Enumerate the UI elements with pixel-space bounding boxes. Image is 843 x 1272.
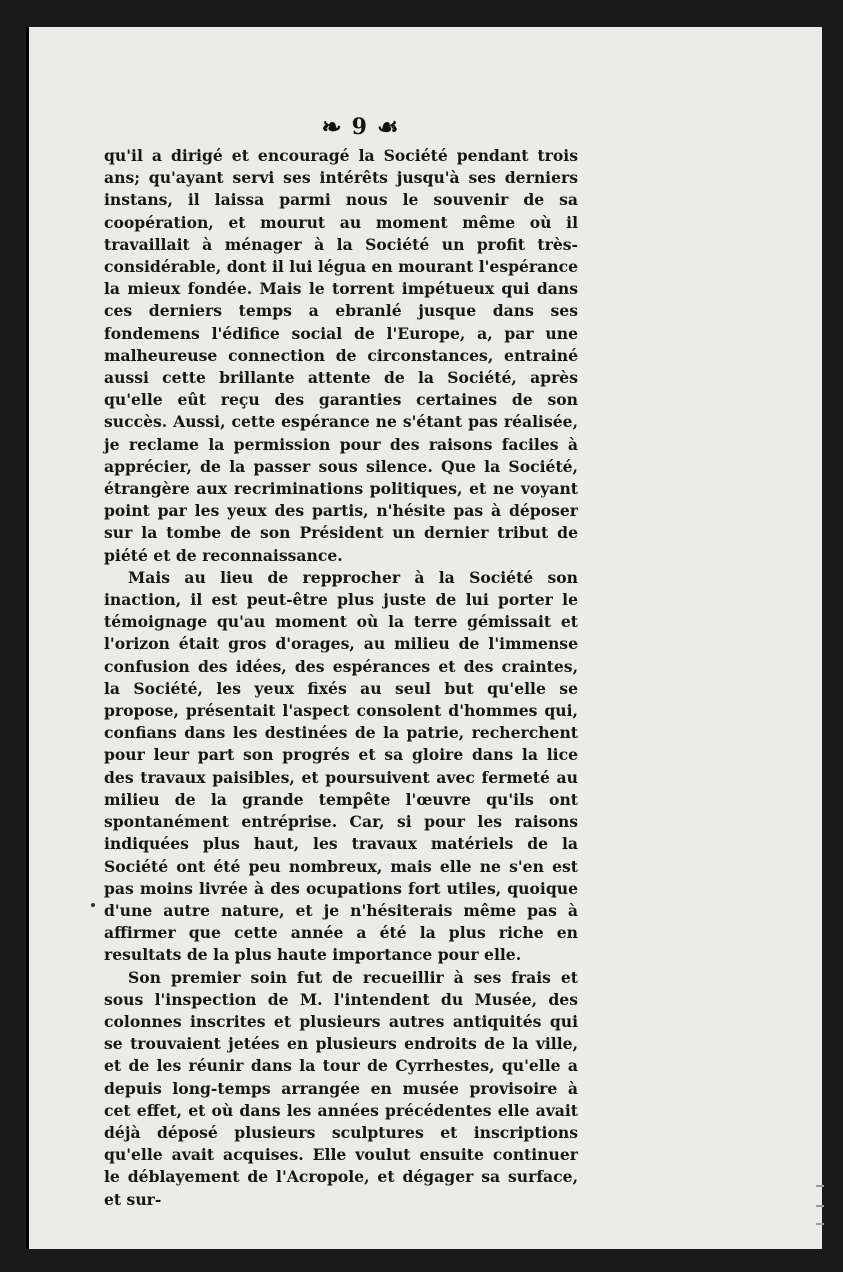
page-edge-mark xyxy=(816,1185,824,1187)
paragraph: qu'il a dirigé et encouragé la Société pendant trois ans; qu'ayant servi ses intérêts jusqu'à ses derniers instans, il laissa parmi nous le souvenir de sa coopération, et mourut au moment même où il travaillait à ménager à la Société un profit très-considérable, dont il lui légua en mourant l'espérance la mieux fondée. Mais le torrent impétueux qui dans ces derniers temps a ebranlé jusque dans ses fondemens l'édifice social de l'Europe, a, par une malheureuse connection de circonstances, entrainé aussi cette brillante attente de la Société, après qu'elle eût reçu des garanties certaines de son succès. Aussi, cette espérance ne s'étant pas réalisée, je reclame la permission pour des raisons faciles à apprécier, de la passer sous silence. Que la Société, étrangère aux recriminations politiques, et ne voyant point par les yeux des partis, n'hésite pas à déposer sur la tombe de son Président un dernier tribut de piété et de reconnaissance. xyxy=(104,146,578,565)
ink-speck xyxy=(91,903,95,907)
paragraph: Mais au lieu de repprocher à la Société son inaction, il est peut-être plus juste de lui porter le témoignage qu'au moment où la terre gémissait et l'orizon était gros d'orages, au milieu de l'immense confusion des idées, des espérances et des craintes, la Société, les yeux fixés au seul but qu'elle se propose, présentait l'aspect consolent d'hommes qui, confians dans les destinées de la patrie, recherchent pour leur part son progrés et sa gloire dans la lice des travaux paisibles, et poursuivent avec fermeté au milieu de la grande tempête l'œuvre qu'ils ont spontanément entréprise. Car, si pour les raisons indiquées plus haut, les travaux matériels de la Société ont été peu nombreux, mais elle ne s'en est pas moins livrée à des ocupations fort utiles, quoique d'une autre nature, et je n'hésiterais même pas à affirmer que cette année a été la plus riche en resultats de la plus haute importance pour elle. xyxy=(104,567,578,965)
page-edge-mark xyxy=(816,1223,824,1225)
body-text xyxy=(104,145,578,1211)
page-edge-mark xyxy=(816,1205,824,1207)
page-number: 9 xyxy=(351,113,367,140)
ornament-left-icon: ❧ xyxy=(321,111,342,141)
ornament-right-icon: ☙ xyxy=(376,111,399,141)
paragraph: Son premier soin fut de recueillir à ses frais et sous l'inspection de M. l'intendent du Musée, des colonnes inscrites et plusieurs autres antiquités qui se trouvaient jetées en plusieurs endroits de la ville, et de les réunir dans la tour de Cyrrhestes, qu'elle a depuis long-temps arrangée en musée provisoire à cet effet, et où dans les années précédentes elle avait déjà déposé plusieurs sculptures et inscriptions qu'elle avait acquises. Elle voulut ensuite continuer le déblayement de l'Acropole, et dégager sa surface, et sur- xyxy=(104,967,578,1209)
page-header xyxy=(310,111,410,141)
